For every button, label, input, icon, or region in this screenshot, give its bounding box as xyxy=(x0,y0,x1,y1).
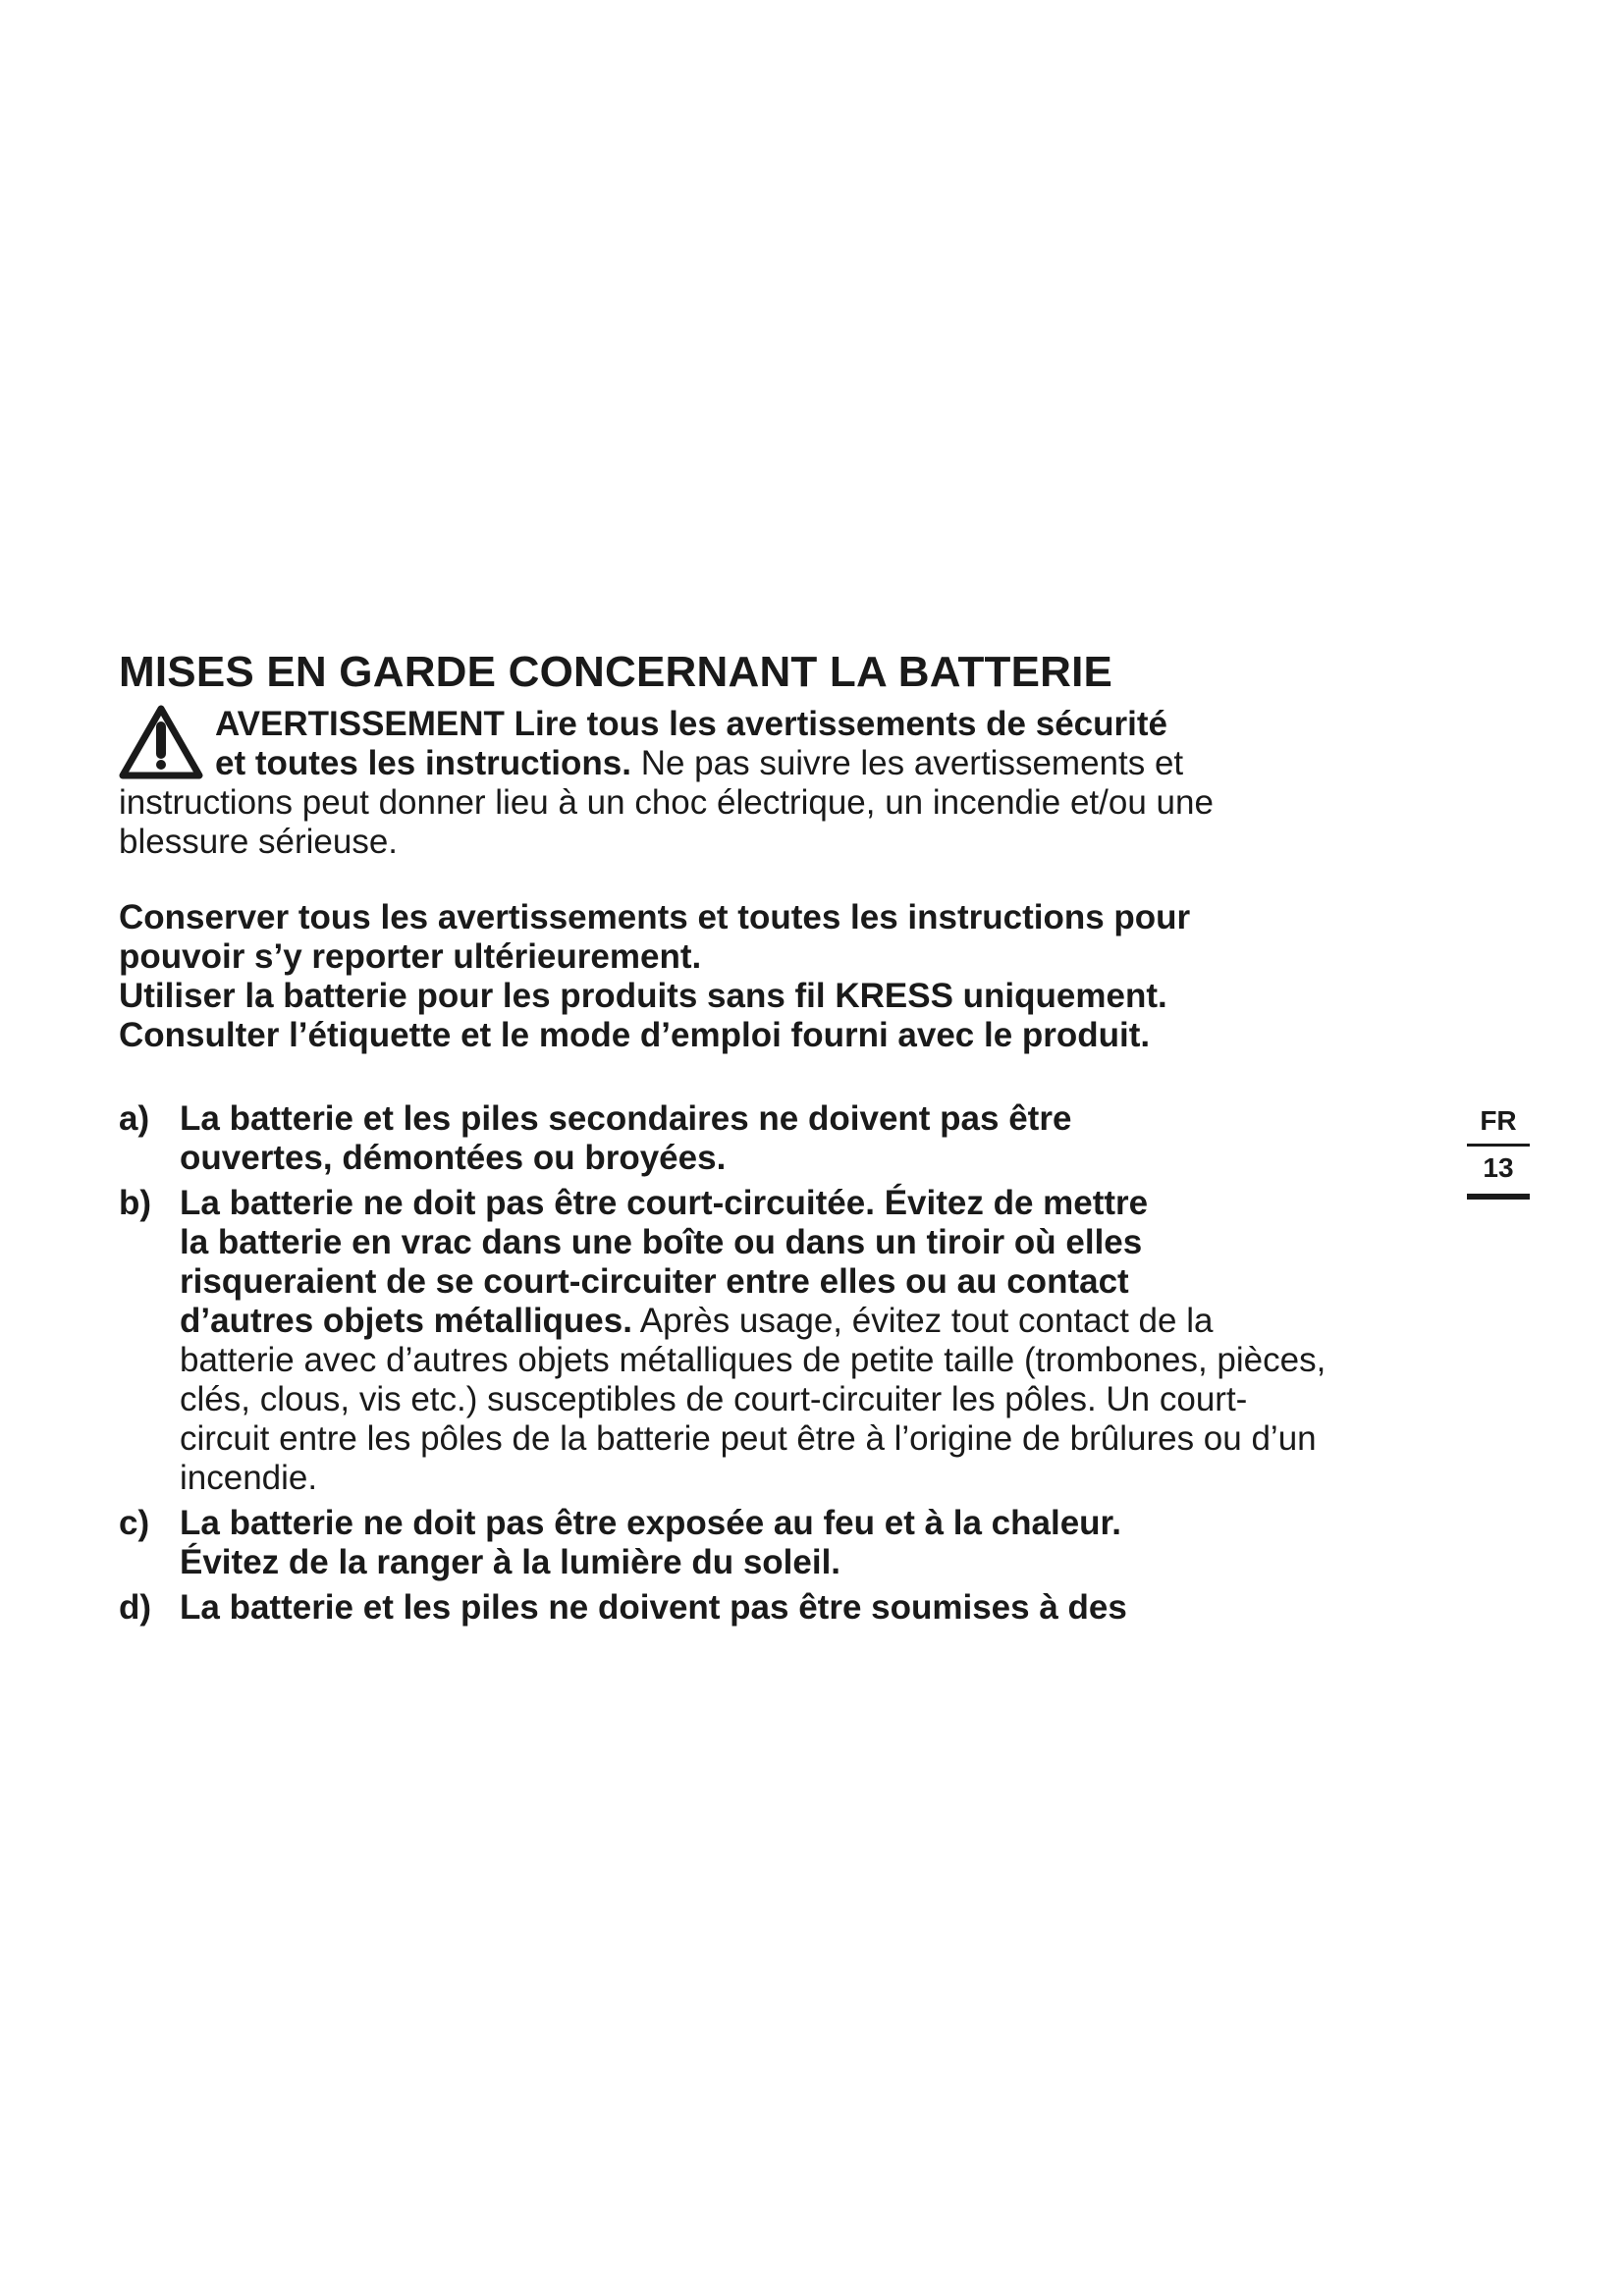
list-item-bold-text: d’autres objets métalliques. xyxy=(180,1302,632,1340)
list-item-text: ouvertes, démontées ou broyées. xyxy=(180,1139,727,1177)
list-item-letter: a) xyxy=(119,1099,150,1138)
language-code: FR xyxy=(1467,1104,1530,1147)
list-item-text: clés, clous, vis etc.) susceptibles de court-circuiter les pôles. Un court- xyxy=(180,1380,1248,1418)
keep-line-4: Consulter l’étiquette et le mode d’emploi fourni avec le produit. xyxy=(119,1016,1151,1054)
list-item-text: Évitez de la ranger à la lumière du soleil. xyxy=(180,1543,841,1581)
keep-line-1: Conserver tous les avertissements et toutes les instructions pour xyxy=(119,898,1191,936)
list-item-text xyxy=(180,1302,1474,1341)
list-item-d xyxy=(119,1588,1474,1628)
language-page-tab xyxy=(1467,1104,1530,1200)
list-item-c xyxy=(119,1504,1474,1582)
list-item-text: risqueraient de se court-circuiter entre elles ou au contact xyxy=(180,1262,1129,1301)
list-item-text: la batterie en vrac dans une boîte ou dans un tiroir où elles xyxy=(180,1223,1143,1261)
list-item-text: La batterie et les piles ne doivent pas être soumises à des xyxy=(180,1588,1127,1627)
battery-warning-list xyxy=(119,1099,1474,1633)
list-item-text: La batterie ne doit pas être exposée au feu et à la chaleur. xyxy=(180,1504,1121,1542)
warning-line-4: blessure sérieuse. xyxy=(119,823,399,861)
keep-line-2: pouvoir s’y reporter ultérieurement. xyxy=(119,937,702,976)
section-heading: MISES EN GARDE CONCERNANT LA BATTERIE xyxy=(119,648,1113,696)
warning-line-1: AVERTISSEMENT Lire tous les avertissements de sécurité xyxy=(215,705,1167,743)
list-item-text: incendie. xyxy=(180,1459,318,1497)
warning-line-2-bold: et toutes les instructions. xyxy=(215,744,631,782)
warning-line-2-regular: Ne pas suivre les avertissements et xyxy=(630,744,1184,782)
keep-instructions-paragraph xyxy=(119,898,1190,1055)
keep-line-3: Utiliser la batterie pour les produits sans fil KRESS uniquement. xyxy=(119,977,1167,1015)
list-item-text: La batterie ne doit pas être court-circuitée. Évitez de mettre xyxy=(180,1184,1149,1222)
list-item-text: La batterie et les piles secondaires ne doivent pas être xyxy=(180,1099,1072,1138)
warning-line-2 xyxy=(119,744,1395,783)
list-item-text: batterie avec d’autres objets métalliques de petite taille (trombones, pièces, xyxy=(180,1341,1326,1379)
list-item-a xyxy=(119,1099,1474,1178)
list-item-letter: b) xyxy=(119,1184,152,1222)
warning-line-3: instructions peut donner lieu à un choc électrique, un incendie et/ou une xyxy=(119,783,1214,822)
list-item-regular-text: Après usage, évitez tout contact de la xyxy=(631,1302,1214,1340)
warning-triangle-icon xyxy=(119,705,203,781)
list-item-letter: d) xyxy=(119,1588,152,1627)
list-item-b xyxy=(119,1184,1474,1498)
warning-paragraph xyxy=(119,705,1395,862)
page-number: 13 xyxy=(1467,1150,1530,1200)
list-item-letter: c) xyxy=(119,1504,150,1542)
list-item-text: circuit entre les pôles de la batterie peut être à l’origine de brûlures ou d’un xyxy=(180,1419,1317,1458)
